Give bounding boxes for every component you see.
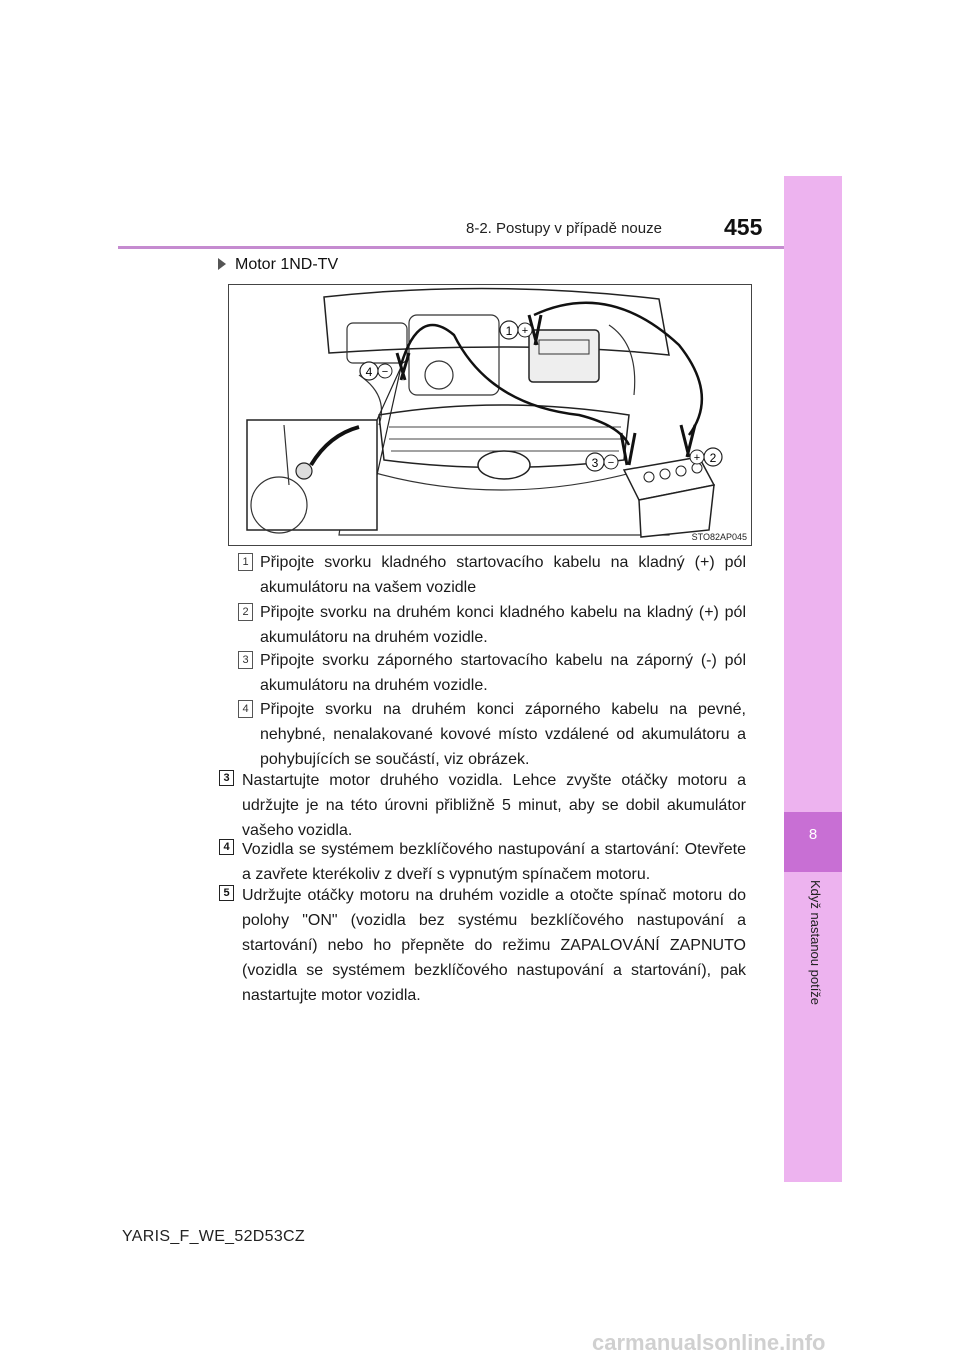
jump-start-illustration	[228, 284, 752, 546]
engine-subheading-text: Motor 1ND-TV	[235, 256, 339, 273]
chapter-label: Když nastanou potíže	[808, 880, 823, 1006]
step-4-text: Vozidla se systémem bezklíčového nastupování a startování: Otevřete a zavřete kterékoliv z dveří s vypnutým spínačem motoru.	[242, 841, 746, 883]
sub-item-2: Připojte svorku na druhém konci kladného kabelu na kladný (+) pól akumulátoru na druhém vozidle.	[260, 604, 746, 646]
sub-item-number-4: 4	[238, 700, 253, 718]
watermark: carmanualsonline.info	[592, 1330, 826, 1355]
step-number-3: 3	[219, 770, 234, 786]
sub-item-1: Připojte svorku kladného startovacího kabelu na kladný (+) pól akumulátoru na vašem vozidle	[260, 554, 746, 596]
step-number-4: 4	[219, 839, 234, 855]
chapter-side-tab	[784, 176, 842, 1182]
sub-item-number-3: 3	[238, 651, 253, 669]
sign-minus-4: −	[381, 366, 389, 378]
figure-code: STO82AP045	[691, 532, 747, 542]
sign-minus-3: −	[607, 457, 615, 469]
callout-1: 1	[505, 324, 513, 338]
sub-item-4: Připojte svorku na druhém konci záporného kabelu na pevné, nehybné, nenalakované kovové místo vzdálené od akumulátoru a pohybujících se součástí, viz obrázek.	[260, 701, 746, 768]
header-rule	[118, 246, 784, 249]
section-title: 8-2. Postupy v případě nouze	[466, 220, 662, 237]
sign-plus-2: +	[693, 452, 701, 464]
sub-item-number-2: 2	[238, 603, 253, 621]
engine-subheading	[218, 256, 338, 274]
document-code: YARIS_F_WE_52D53CZ	[122, 1228, 305, 1245]
page-header	[118, 218, 778, 246]
engine-bay-drawing	[229, 285, 751, 545]
step-3-text: Nastartujte motor druhého vozidla. Lehce zvyšte otáčky motoru a udržujte je na této úrovni přibližně 5 minut, aby se dobil akumulátor vašeho vozidla.	[242, 772, 746, 839]
sub-item-3: Připojte svorku záporného startovacího kabelu na záporný (-) pól akumulátoru na druhém vozidle.	[260, 652, 746, 694]
page-number: 455	[724, 214, 763, 240]
callout-3: 3	[591, 456, 599, 470]
callout-2: 2	[709, 451, 717, 465]
triangle-bullet-icon	[218, 258, 226, 270]
sign-plus-1: +	[521, 325, 529, 337]
step-number-5: 5	[219, 885, 234, 901]
step-5-text: Udržujte otáčky motoru na druhém vozidle a otočte spínač motoru do polohy "ON" (vozidla bez systému bezklíčového nastupování a startování) nebo ho přepněte do režimu ZAPALOVÁNÍ ZAPNUTO (vozidla se systémem bezklíčového nastupování a startování), pak nastartujte motor vozidla.	[242, 887, 746, 1004]
callout-4: 4	[365, 365, 373, 379]
chapter-number: 8	[808, 826, 818, 843]
sub-item-number-1: 1	[238, 553, 253, 571]
